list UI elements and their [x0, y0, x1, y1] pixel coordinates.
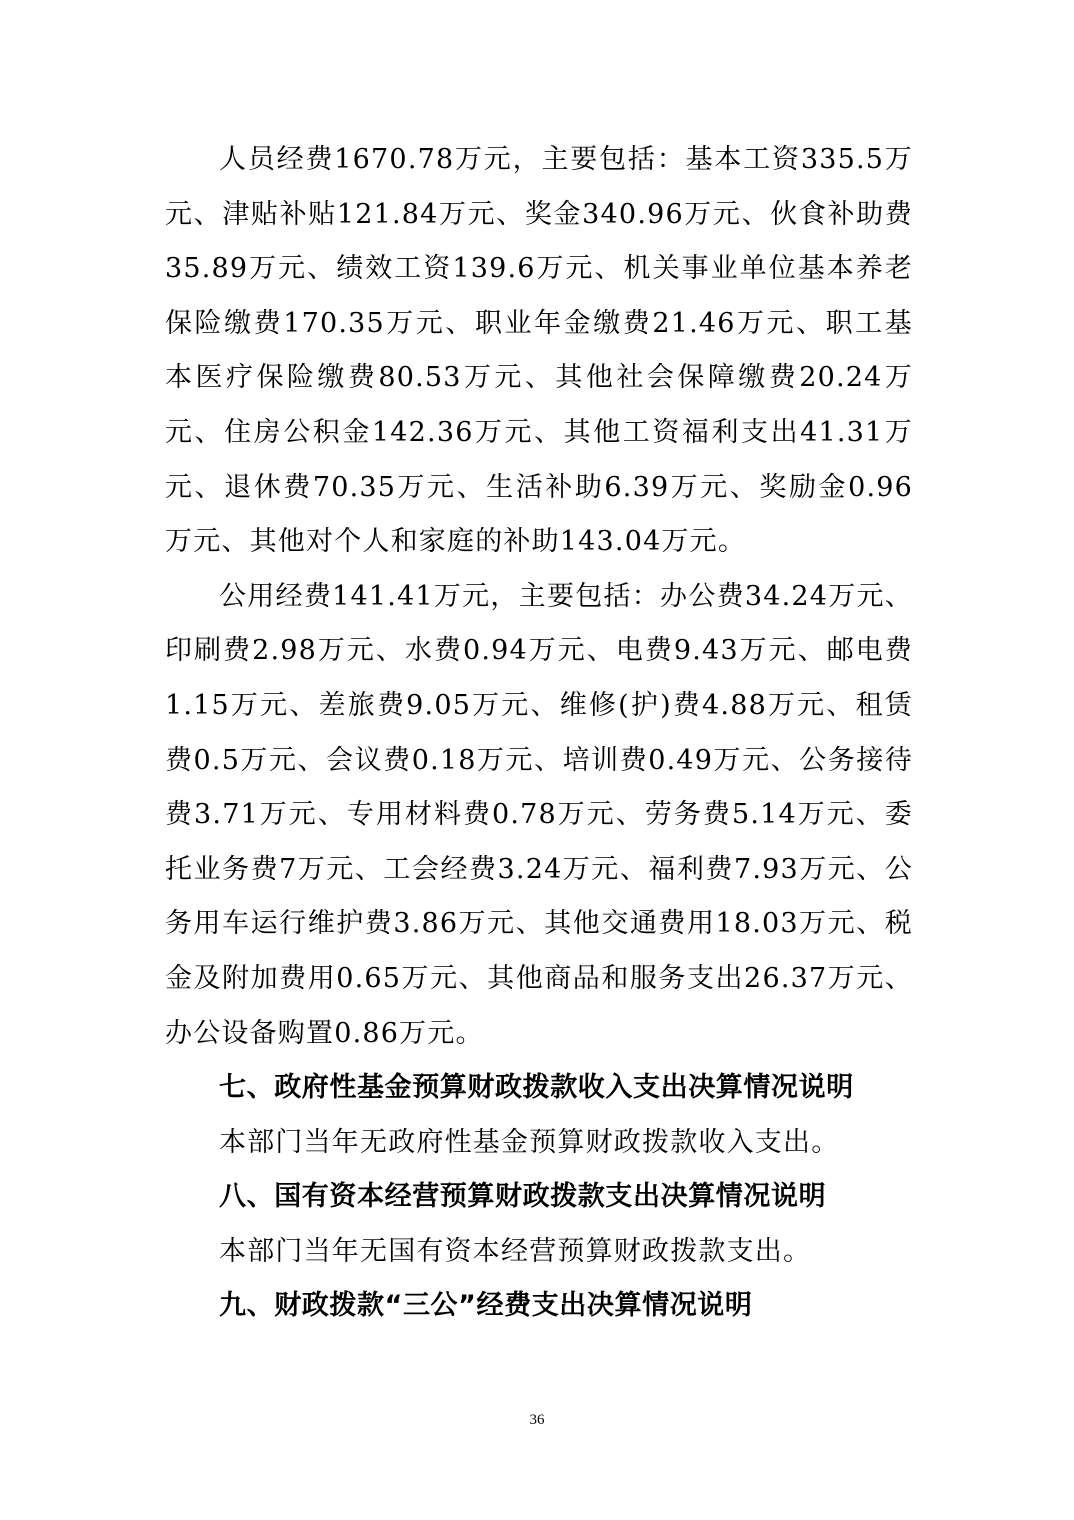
page-content — [165, 133, 913, 1334]
page-number: 36 — [529, 1412, 545, 1428]
personnel-expense-paragraph: 人员经费1670.78万元，主要包括：基本工资335.5万元、津贴补贴121.84万元、奖金340.96万元、伙食补助费35.89万元、绩效工资139.6万元、机关事业单位基本养老保险缴费170.35万元、职业年金缴费21.46万元、职工基本医疗保险缴费80.53万元、其他社会保障缴费20.24万元、住房公积金142.36万元、其他工资福利支出41.31万元、退休费70.35万元、生活补助6.39万元、奖励金0.96万元、其他对个人和家庭的补助143.04万元。 — [165, 144, 913, 558]
section-7-heading: 七、政府性基金预算财政拨款收入支出决算情况说明 — [219, 1072, 854, 1104]
section-8-heading: 八、国有资本经营预算财政拨款支出决算情况说明 — [219, 1181, 827, 1213]
section-8-body: 本部门当年无国有资本经营预算财政拨款支出。 — [219, 1235, 812, 1267]
section-9-heading: 九、财政拨款“三公”经费支出决算情况说明 — [219, 1290, 753, 1322]
public-expense-paragraph: 公用经费141.41万元，主要包括：办公费34.24万元、印刷费2.98万元、水费0.94万元、电费9.43万元、邮电费1.15万元、差旅费9.05万元、维修(护)费4.88万元、租赁费0.5万元、会议费0.18万元、培训费0.49万元、公务接待费3.71万元、专用材料费0.78万元、劳务费5.14万元、委托业务费7万元、工会经费3.24万元、福利费7.93万元、公务用车运行维护费3.86万元、其他交通费用18.03万元、税金及附加费用0.65万元、其他商品和服务支出26.37万元、办公设备购置0.86万元。 — [165, 580, 913, 1049]
section-7-body: 本部门当年无政府性基金预算财政拨款收入支出。 — [219, 1126, 840, 1158]
